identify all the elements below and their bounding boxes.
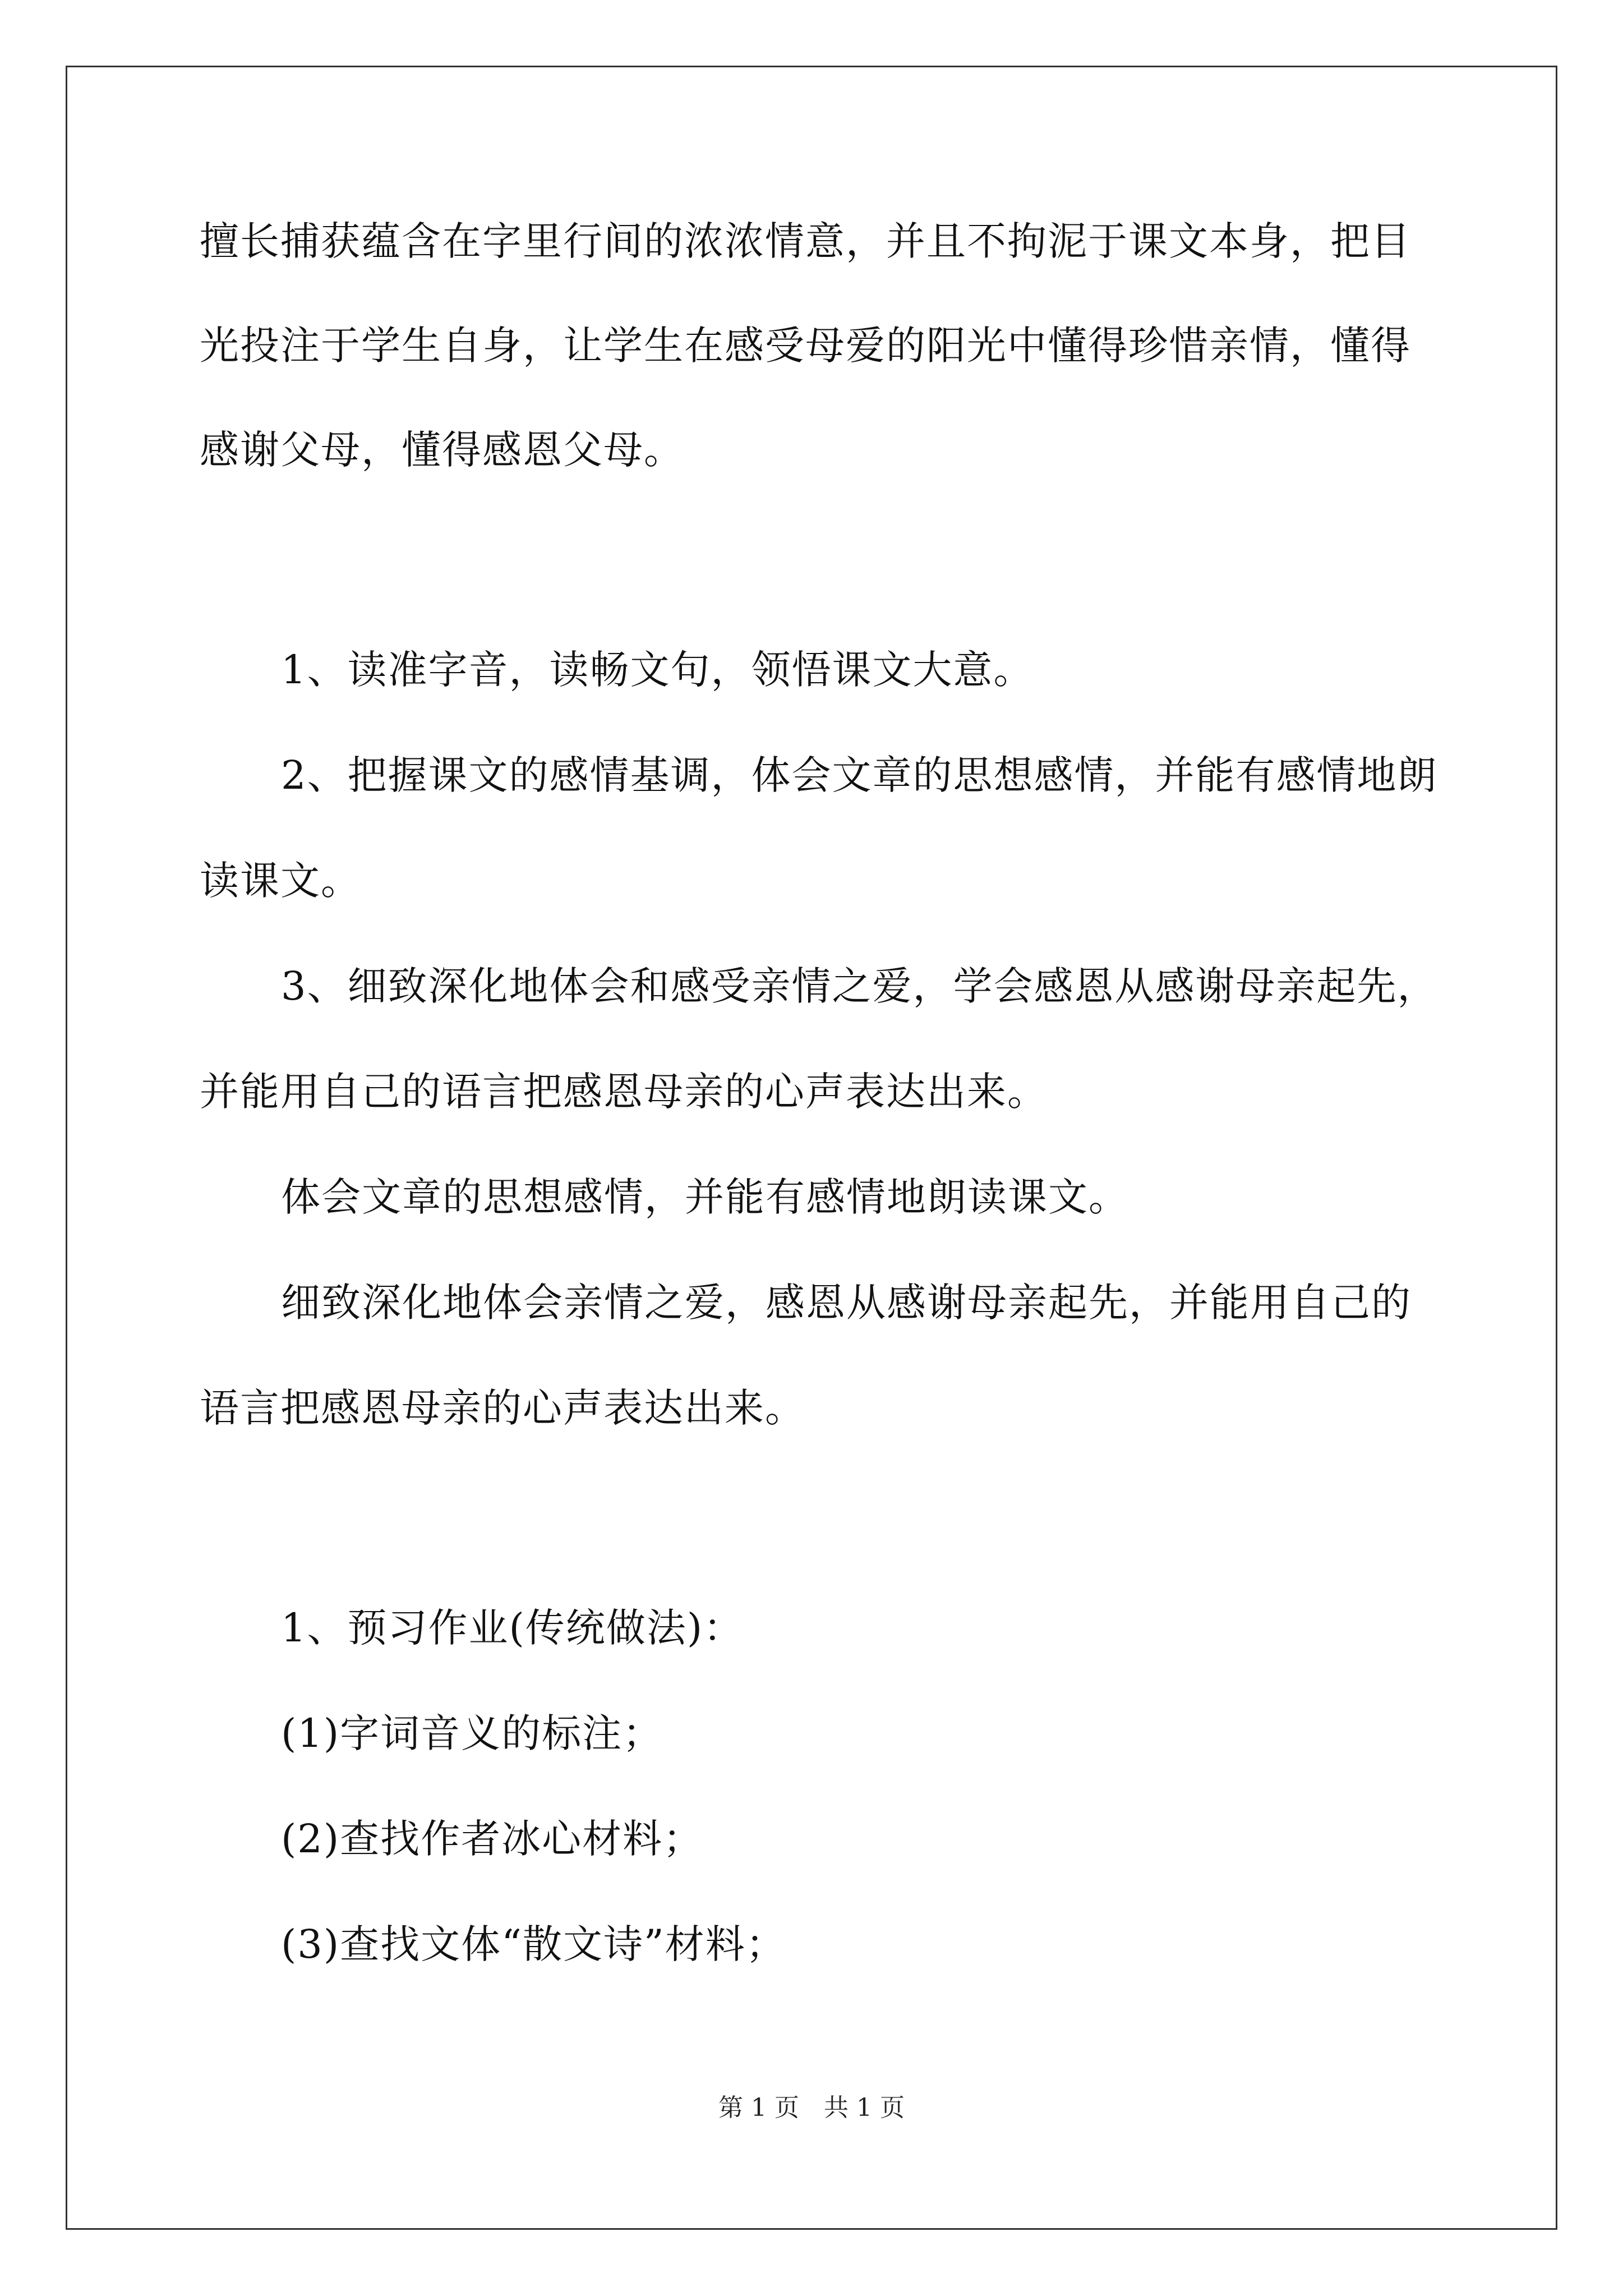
objective-1: 1、读准字音，读畅文句，领悟课文大意。 [281, 647, 1034, 693]
preview-item-1: (1)字词音义的标注； [281, 1710, 663, 1756]
preview-item-3: (3)查找文体“散文诗”材料； [281, 1921, 786, 1967]
paragraph-line: 感谢父母，懂得感恩父母。 [200, 427, 684, 473]
paragraph-line: 擅长捕获蕴含在字里行间的浓浓情意，并且不拘泥于课文本身，把目 [200, 218, 1411, 264]
key-point: 体会文章的思想感情，并能有感情地朗读课文。 [281, 1174, 1129, 1220]
paragraph-line: 光投注于学生自身，让学生在感受母爱的阳光中懂得珍惜亲情，懂得 [200, 323, 1411, 369]
objective-3: 3、细致深化地体会和感受亲情之爱，学会感恩从感谢母亲起先， [281, 963, 1438, 1009]
difficult-point: 细致深化地体会亲情之爱，感恩从感谢母亲起先，并能用自己的 [281, 1280, 1412, 1326]
preview-heading: 1、预习作业(传统做法)： [281, 1605, 744, 1651]
paragraph-line: 并能用自己的语言把感恩母亲的心声表达出来。 [200, 1069, 1048, 1115]
page-border [66, 66, 1557, 2230]
paragraph-line: 语言把感恩母亲的心声表达出来。 [200, 1385, 805, 1431]
preview-item-2: (2)查找作者冰心材料； [281, 1816, 704, 1862]
objective-2: 2、把握课文的感情基调，体会文章的思想感情，并能有感情地朗 [281, 752, 1438, 798]
paragraph-line: 读课文。 [200, 858, 361, 904]
page-footer: 第 1 页 共 1 页 [718, 2093, 905, 2122]
